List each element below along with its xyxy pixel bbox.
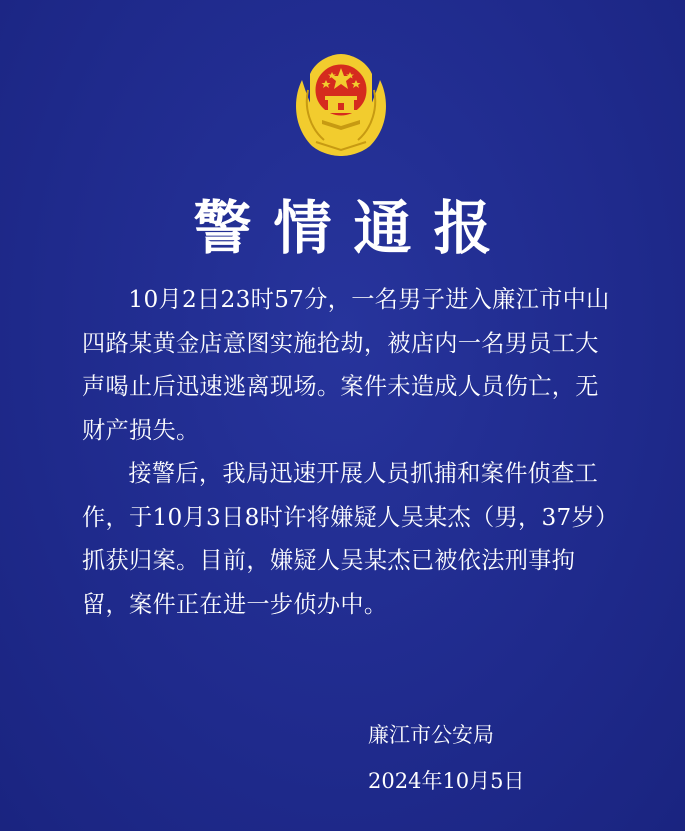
notice-paragraph: 10月2日23时57分，一名男子进入廉江市中山四路某黄金店意图实施抢劫，被店内一名男员工大声喝止后迅速逃离现场。案件未造成人员伤亡，无财产损失。 [82, 286, 610, 444]
notice-paragraph: 接警后，我局迅速开展人员抓捕和案件侦查工作，于10月3日8时许将嫌疑人吴某杰（男，37岁）抓获归案。目前，嫌疑人吴某杰已被依法刑事拘留，案件正在进一步侦办中。 [82, 460, 607, 618]
notice-body [82, 278, 612, 626]
police-emblem-icon [288, 50, 394, 162]
notice-title: 警情通报 [193, 194, 514, 262]
issuer-name: 廉江市公安局 [368, 723, 494, 747]
notice-footer [368, 712, 628, 804]
issue-date: 2024年10月5日 [368, 769, 525, 793]
